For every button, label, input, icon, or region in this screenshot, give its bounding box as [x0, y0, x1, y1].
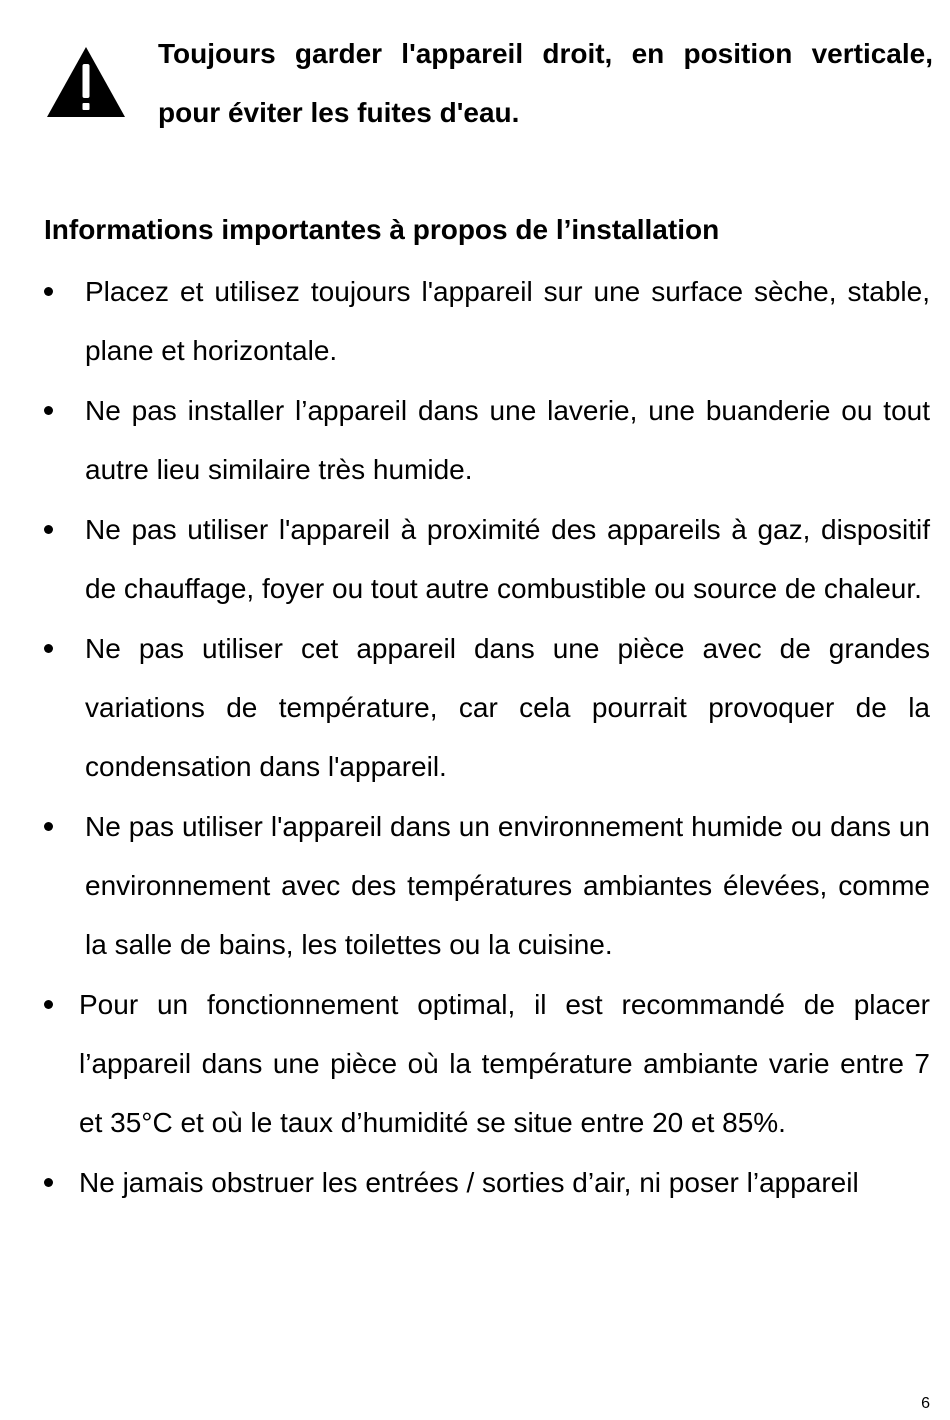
- list-item: [44, 797, 930, 974]
- bullet-icon: [44, 644, 53, 653]
- list-item: [44, 381, 930, 499]
- bullet-icon: [44, 525, 53, 534]
- installation-bullet-list: [44, 262, 930, 1213]
- list-item-text: Ne jamais obstruer les entrées / sorties d’air, ni poser l’appareil: [79, 1167, 859, 1198]
- warning-triangle-icon: [46, 46, 126, 118]
- list-item-text: Ne pas utiliser l'appareil dans un environnement humide ou dans un environnement avec des températures ambiantes élevées, comme la salle de bains, les toilettes ou la cuisine.: [85, 811, 930, 960]
- section-heading: Informations importantes à propos de l’installation: [44, 214, 720, 245]
- list-item: [44, 500, 930, 618]
- warning-text: Toujours garder l'appareil droit, en position verticale, pour éviter les fuites d'eau.: [158, 38, 933, 128]
- list-item-text: Ne pas utiliser l'appareil à proximité des appareils à gaz, dispositif de chauffage, foyer ou tout autre combustible ou source de chaleur.: [85, 514, 930, 604]
- list-item: [44, 262, 930, 380]
- list-item-text: Ne pas installer l’appareil dans une laverie, une buanderie ou tout autre lieu similaire très humide.: [85, 395, 930, 485]
- bullet-icon: [44, 1000, 53, 1009]
- bullet-icon: [44, 822, 53, 831]
- bullet-icon: [44, 287, 53, 296]
- list-item-text: Ne pas utiliser cet appareil dans une pièce avec de grandes variations de température, car cela pourrait provoquer de la condensation dans l'appareil.: [85, 633, 930, 782]
- list-item: [44, 619, 930, 796]
- list-item-text: Pour un fonctionnement optimal, il est recommandé de placer l’appareil dans une pièce où la température ambiante varie entre 7 et 35°C et où le taux d’humidité se situe entre 20 et 85%.: [79, 989, 930, 1138]
- list-item: [44, 975, 930, 1152]
- bullet-icon: [44, 406, 53, 415]
- list-item-text: Placez et utilisez toujours l'appareil sur une surface sèche, stable, plane et horizontale.: [85, 276, 930, 366]
- list-item: [44, 1153, 930, 1212]
- page-number: 6: [921, 1395, 930, 1412]
- bullet-icon: [44, 1178, 53, 1187]
- warning-notice: [44, 24, 934, 144]
